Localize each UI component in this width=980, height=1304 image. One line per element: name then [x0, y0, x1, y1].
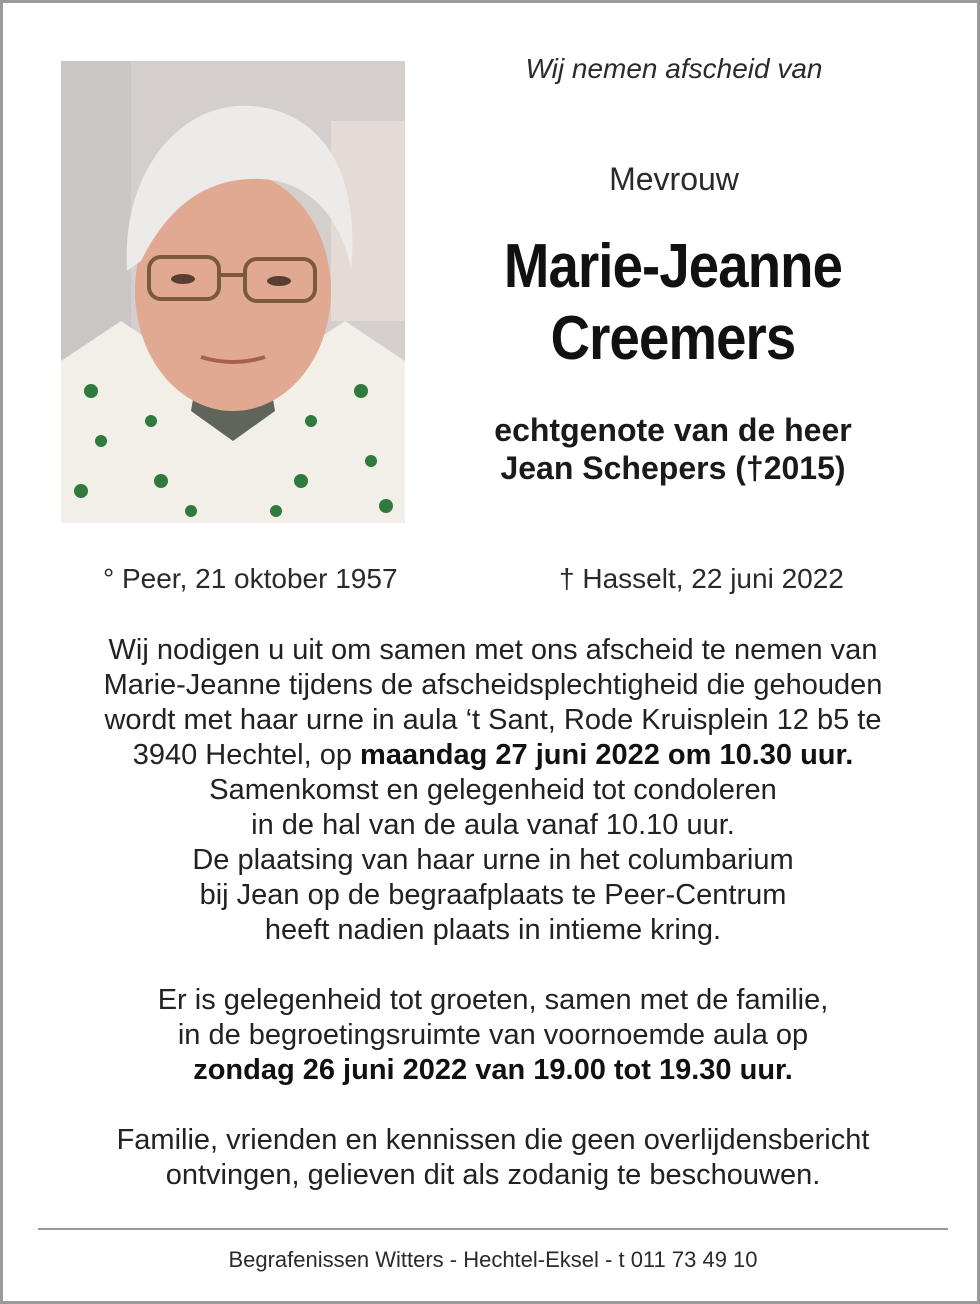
ceremony-line: wordt met haar urne in aula ‘t Sant, Rode Kruisplein 12 b5 te [104, 704, 882, 736]
portrait-illustration [61, 61, 405, 523]
divider [38, 1228, 948, 1230]
name-last: Creemers [550, 304, 796, 373]
notice-line: ontvingen, gelieven dit als zodanig te beschouwen. [165, 1159, 821, 1191]
funeral-home-footer: Begrafenissen Witters - Hechtel-Eksel - t 011 73 49 10 [228, 1247, 758, 1272]
ceremony-datetime: maandag 27 juni 2022 om 10.30 uur. [360, 739, 854, 771]
ceremony-line: Samenkomst en gelegenheid tot condoleren [209, 774, 777, 806]
honorific: Mevrouw [609, 161, 739, 197]
death-info: † Hasselt, 22 juni 2022 [559, 563, 844, 594]
birth-info: ° Peer, 21 oktober 1957 [103, 563, 398, 594]
intro-text: Wij nemen afscheid van [525, 53, 823, 84]
spouse-line-1: echtgenote van de heer [494, 412, 852, 448]
ceremony-line: De plaatsing van haar urne in het columbarium [192, 844, 794, 876]
visitation-datetime: zondag 26 juni 2022 van 19.00 tot 19.30 uur. [193, 1054, 793, 1086]
visitation-line [43, 1053, 943, 1088]
spouse-line-2: Jean Schepers (†2015) [500, 450, 846, 486]
ceremony-line: heeft nadien plaats in intieme kring. [264, 914, 722, 946]
ceremony-line: Wij nodigen u uit om samen met ons afscheid te nemen van [108, 634, 878, 666]
spouse-info [413, 411, 933, 487]
deceased-name [444, 231, 902, 375]
ceremony-line [43, 738, 943, 773]
ceremony-line: bij Jean op de begraafplaats te Peer-Centrum [199, 879, 787, 911]
visitation-line: in de begroetingsruimte van voornoemde aula op [177, 1019, 809, 1051]
announcement-body [43, 633, 943, 1193]
portrait-photo [61, 61, 405, 523]
ceremony-line: Marie-Jeanne tijdens de afscheidsplechtigheid die gehouden [103, 669, 883, 701]
notice-line: Familie, vrienden en kennissen die geen overlijdensbericht [116, 1124, 870, 1156]
ceremony-location-suffix: 3940 Hechtel, op [132, 739, 361, 771]
name-first: Marie-Jeanne [503, 232, 843, 301]
ceremony-line: in de hal van de aula vanaf 10.10 uur. [251, 809, 735, 841]
visitation-line: Er is gelegenheid tot groeten, samen met de familie, [157, 984, 829, 1016]
